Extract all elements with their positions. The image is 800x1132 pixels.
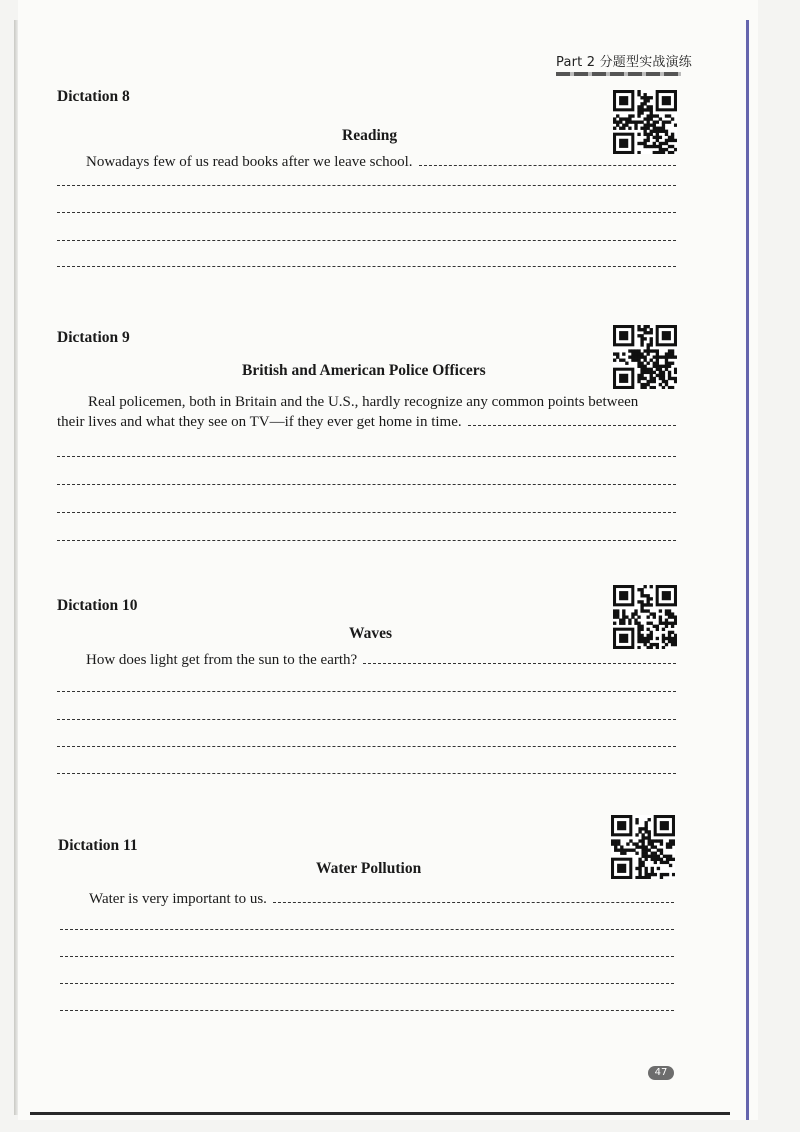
answer-line[interactable] (57, 691, 676, 692)
dictation-11-label: Dictation 11 (58, 837, 138, 854)
answer-blank[interactable] (363, 662, 676, 664)
header-rule (556, 72, 681, 76)
answer-blank[interactable] (419, 164, 676, 166)
dictation-10-text: How does light get from the sun to the earth? (86, 652, 358, 668)
dictation-10-label: Dictation 10 (57, 597, 138, 614)
answer-line[interactable] (57, 719, 676, 720)
answer-line[interactable] (60, 1010, 674, 1011)
binding-edge (14, 20, 18, 1115)
answer-line[interactable] (60, 983, 674, 984)
answer-blank[interactable] (273, 901, 674, 903)
page-edge (746, 20, 749, 1120)
dictation-8-sentence (86, 154, 676, 171)
answer-line[interactable] (57, 185, 676, 186)
dictation-11-text: Water is very important to us. (89, 891, 267, 907)
dictation-9-sentence-line1: Real policemen, both in Britain and the U.S., hardly recognize any common points between (88, 394, 639, 410)
dictation-9-title: British and American Police Officers (242, 362, 486, 379)
answer-line[interactable] (57, 746, 676, 747)
dictation-10-title: Waves (349, 625, 393, 642)
answer-line[interactable] (57, 540, 676, 541)
answer-line[interactable] (60, 956, 674, 957)
qr-code-icon[interactable] (613, 325, 677, 389)
dictation-8-label: Dictation 8 (57, 88, 130, 105)
running-header: Part 2 分题型实战演练 (556, 55, 692, 70)
answer-line[interactable] (57, 773, 676, 774)
dictation-8-title: Reading (342, 127, 398, 144)
qr-code-icon[interactable] (613, 585, 677, 649)
dictation-9-text: their lives and what they see on TV—if they ever get home in time. (57, 414, 462, 430)
dictation-10-sentence (86, 652, 676, 669)
qr-code-icon[interactable] (611, 815, 675, 879)
dictation-11-sentence (89, 891, 674, 908)
answer-line[interactable] (57, 240, 676, 241)
dictation-9-label: Dictation 9 (57, 329, 130, 346)
answer-line[interactable] (57, 484, 676, 485)
answer-line[interactable] (57, 456, 676, 457)
answer-line[interactable] (60, 929, 674, 930)
dictation-11-title: Water Pollution (316, 860, 422, 877)
page-bottom-edge (30, 1112, 730, 1115)
answer-line[interactable] (57, 212, 676, 213)
qr-code-icon[interactable] (613, 90, 677, 154)
page-number: 47 (648, 1066, 674, 1080)
answer-line[interactable] (57, 512, 676, 513)
answer-blank[interactable] (468, 424, 676, 426)
dictation-9-sentence-line2 (57, 414, 676, 431)
dictation-8-text: Nowadays few of us read books after we leave school. (86, 154, 413, 170)
answer-line[interactable] (57, 266, 676, 267)
